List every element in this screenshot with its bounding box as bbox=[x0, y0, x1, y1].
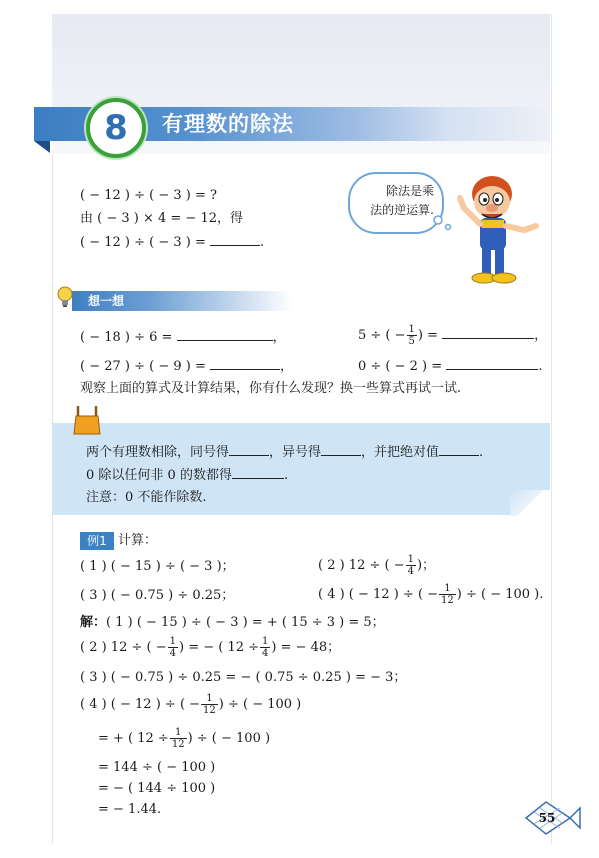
solution-line-1 bbox=[80, 613, 385, 633]
example-problem-4 bbox=[318, 581, 543, 609]
solution-5-b: ) ÷ ( − 100 ) bbox=[187, 731, 271, 746]
rule-line-1-a: 两个有理数相除，同号得 bbox=[86, 445, 230, 460]
solution-4-a: ( 4 ) ( − 12 ) ÷ ( − bbox=[80, 697, 201, 712]
solution-line-3: ( 3 ) ( − 0.75 ) ÷ 0.25 = − ( 0.75 ÷ 0.25 ) = − 3； bbox=[80, 670, 407, 685]
fraction bbox=[170, 727, 187, 750]
solution-line-6: = 144 ÷ ( − 100 ) bbox=[98, 760, 216, 775]
fraction-numerator: 1 bbox=[170, 727, 187, 739]
page-curl bbox=[510, 490, 550, 516]
rule-line-2-a: 0 除以任何非 0 的数都得 bbox=[86, 468, 232, 483]
fraction bbox=[406, 554, 416, 577]
solution-line-5 bbox=[98, 725, 270, 753]
answer-blank bbox=[232, 465, 284, 479]
solution-2-c: ) = − 48； bbox=[271, 640, 341, 655]
rule-line-3: 注意：0 不能作除数. bbox=[86, 490, 207, 505]
solution-line-8: = − 1.44. bbox=[98, 802, 162, 817]
think-q2 bbox=[358, 323, 547, 349]
fraction bbox=[439, 583, 456, 606]
fraction bbox=[168, 636, 178, 659]
fraction-numerator: 1 bbox=[408, 324, 415, 335]
fraction-denominator: 4 bbox=[169, 648, 176, 659]
solution-line-4 bbox=[80, 691, 301, 719]
solution-4-b: ) ÷ ( − 100 ) bbox=[218, 697, 302, 712]
fraction bbox=[260, 636, 270, 659]
title-bar-fold bbox=[34, 141, 50, 153]
answer-blank bbox=[442, 325, 534, 339]
intro-line-3 bbox=[80, 232, 264, 252]
fraction-denominator: 5 bbox=[408, 336, 415, 347]
section-number-badge bbox=[86, 98, 146, 158]
think-q4 bbox=[358, 356, 542, 376]
fraction-denominator: 4 bbox=[262, 648, 269, 659]
fraction-numerator: 1 bbox=[169, 636, 176, 647]
think-heading: 想一想 bbox=[88, 294, 125, 308]
fraction-numerator: 1 bbox=[262, 636, 269, 647]
cartoon-character bbox=[452, 168, 548, 290]
fraction-denominator: 12 bbox=[171, 739, 185, 750]
section-number: 8 bbox=[104, 108, 128, 148]
fraction bbox=[201, 693, 218, 716]
fraction-denominator: 12 bbox=[441, 595, 454, 606]
intro-line-3-suffix: . bbox=[260, 235, 265, 250]
speech-bubble-line-2: 法的逆运算. bbox=[370, 203, 434, 217]
lightbulb-icon bbox=[56, 286, 74, 308]
rule-line-1-d: . bbox=[479, 445, 484, 460]
answer-blank bbox=[321, 442, 361, 456]
intro-line-2: 由 ( − 3 ) × 4 = − 12，得 bbox=[80, 211, 243, 226]
fraction-denominator: 4 bbox=[407, 566, 414, 577]
example-problem-4-suffix: ) ÷ ( − 100 ). bbox=[456, 587, 544, 602]
think-q3-text: ( − 27 ) ÷ ( − 9 ) = bbox=[80, 359, 206, 374]
think-q3-end: ， bbox=[280, 359, 294, 374]
answer-blank bbox=[210, 232, 260, 246]
solution-line-2 bbox=[80, 634, 340, 662]
answer-blank bbox=[439, 442, 479, 456]
think-q2-end: ， bbox=[534, 328, 548, 343]
speech-bubble-text bbox=[360, 182, 434, 220]
fraction-numerator: 1 bbox=[201, 693, 218, 705]
example-problem-2-suffix: )； bbox=[416, 558, 436, 573]
think-q2-prefix: 5 ÷ ( − bbox=[358, 328, 406, 343]
speech-bubble-line-1: 除法是乘 bbox=[385, 184, 434, 198]
solution-2-a: ( 2 ) 12 ÷ ( − bbox=[80, 640, 167, 655]
answer-blank bbox=[210, 356, 280, 370]
solution-5-a: = + ( 12 ÷ bbox=[98, 731, 169, 746]
solution-2-b: ) = − ( 12 ÷ bbox=[178, 640, 260, 655]
example-problem-2-prefix: ( 2 ) 12 ÷ ( − bbox=[318, 558, 405, 573]
think-q4-text: 0 ÷ ( − 2 ) = bbox=[358, 359, 443, 374]
think-q3 bbox=[80, 356, 293, 376]
rule-line-1-b: ，异号得 bbox=[269, 445, 322, 460]
example-problem-1: ( 1 ) ( − 15 ) ÷ ( − 3 )； bbox=[80, 559, 235, 574]
example-badge: 例1 bbox=[80, 532, 114, 550]
rule-line-1-c: ，并把绝对值 bbox=[361, 445, 440, 460]
binder-clip-icon bbox=[72, 402, 102, 436]
think-q1-end: ， bbox=[272, 330, 286, 345]
answer-blank bbox=[446, 356, 538, 370]
example-problem-4-prefix: ( 4 ) ( − 12 ) ÷ ( − bbox=[318, 587, 439, 602]
answer-blank bbox=[177, 327, 273, 341]
solution-line-7: = − ( 144 ÷ 100 ) bbox=[98, 781, 216, 796]
think-q1 bbox=[80, 327, 286, 347]
think-q2-suffix: ) = bbox=[417, 328, 439, 343]
example-label: 计算： bbox=[118, 533, 158, 548]
example-problem-3: ( 3 ) ( − 0.75 ) ÷ 0.25； bbox=[80, 588, 235, 603]
rule-line-2-b: . bbox=[283, 468, 289, 483]
solution-step-1: ( 1 ) ( − 15 ) ÷ ( − 3 ) = + ( 15 ÷ 3 ) = 5； bbox=[106, 615, 385, 630]
page-number: 55 bbox=[538, 811, 556, 825]
fraction-numerator: 1 bbox=[407, 554, 414, 565]
think-q1-text: ( − 18 ) ÷ 6 = bbox=[80, 330, 173, 345]
intro-line-3-prefix: ( − 12 ) ÷ ( − 3 ) = bbox=[80, 235, 206, 250]
think-q4-end: . bbox=[538, 359, 543, 374]
fraction-denominator: 12 bbox=[203, 705, 216, 716]
answer-blank bbox=[229, 442, 269, 456]
think-observe: 观察上面的算式及计算结果，你有什么发现？换一些算式再试一试. bbox=[80, 381, 462, 396]
rule-line-2 bbox=[86, 465, 288, 485]
intro-line-1: ( − 12 ) ÷ ( − 3 ) = ? bbox=[80, 188, 217, 203]
solution-label: 解： bbox=[80, 615, 107, 630]
example-problem-2 bbox=[318, 552, 435, 580]
rule-line-1 bbox=[86, 442, 483, 462]
fraction-numerator: 1 bbox=[439, 583, 456, 595]
section-title: 有理数的除法 bbox=[162, 112, 294, 136]
fraction bbox=[407, 324, 417, 347]
